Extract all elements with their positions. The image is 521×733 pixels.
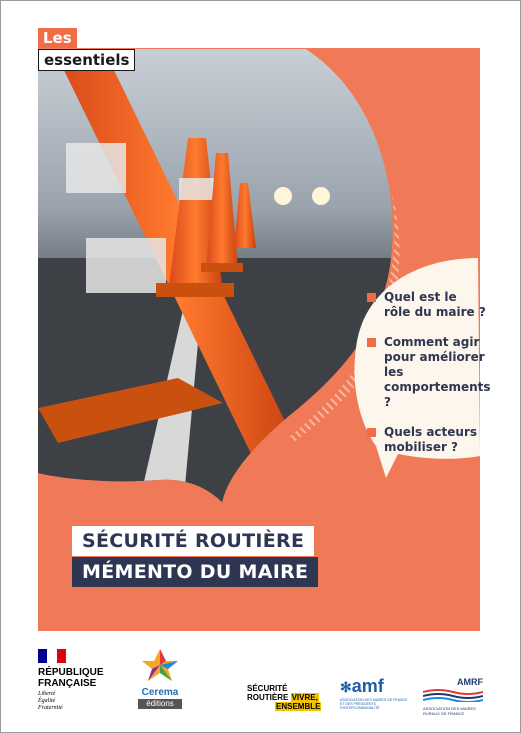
question-text: Quel est le rôle du maire ? — [384, 290, 486, 319]
sr-line1: SÉCURITÉ — [247, 684, 288, 693]
republique-line1: RÉPUBLIQUE — [38, 667, 104, 678]
amf-tagline1: ASSOCIATION DES MAIRES DE FRANCE — [340, 698, 408, 702]
republique-line2: FRANÇAISE — [38, 678, 97, 689]
securite-routiere-logo — [247, 684, 327, 711]
sr-line2b: VIVRE, — [291, 693, 318, 702]
motto-3: Fraternité — [38, 705, 63, 711]
cerema-sub: éditions — [138, 699, 182, 709]
question-text: Comment agir pour améliorer les comportements ? — [384, 335, 491, 409]
badge-essentiels: essentiels — [38, 49, 135, 71]
amf-tree-icon: ✻ — [340, 679, 352, 695]
title-line-2: MÉMENTO DU MAIRE — [72, 557, 318, 587]
question-text: Quels acteurs mobiliser ? — [384, 425, 478, 454]
amf-logo — [340, 677, 410, 710]
sr-line2 — [247, 693, 327, 702]
amrf-logo — [423, 677, 483, 716]
square-bullet-icon — [367, 293, 376, 302]
question-item — [357, 425, 487, 455]
question-item — [357, 290, 487, 320]
cerema-star-icon — [140, 647, 180, 683]
amrf-tagline1: ASSOCIATION DES MAIRES — [423, 706, 476, 711]
amrf-name: AMRF — [457, 677, 483, 687]
question-item — [357, 335, 491, 410]
republique-logo — [38, 648, 118, 712]
cerema-name: Cerema — [141, 687, 179, 698]
motto-2: Égalité — [38, 698, 56, 704]
amrf-waves-icon — [423, 688, 483, 702]
amf-tagline2: ET DES PRÉSIDENTS D'INTERCOMMUNALITÉ — [340, 702, 380, 710]
badge-les: Les — [38, 28, 77, 48]
square-bullet-icon — [367, 428, 376, 437]
sr-line3-text: ENSEMBLE — [276, 702, 321, 711]
sr-line3 — [275, 702, 327, 711]
square-bullet-icon — [367, 338, 376, 347]
sr-line2a: ROUTIÈRE — [247, 693, 289, 702]
cerema-logo — [136, 647, 184, 709]
amrf-tagline2: RURAUX DE FRANCE — [423, 711, 465, 716]
motto-1: Liberté — [38, 691, 56, 697]
amf-name — [340, 677, 410, 696]
question-list — [357, 290, 491, 470]
marianne-flag-icon — [38, 649, 66, 663]
title-line-1: SÉCURITÉ ROUTIÈRE — [72, 526, 314, 556]
amf-text: amf — [351, 676, 384, 696]
